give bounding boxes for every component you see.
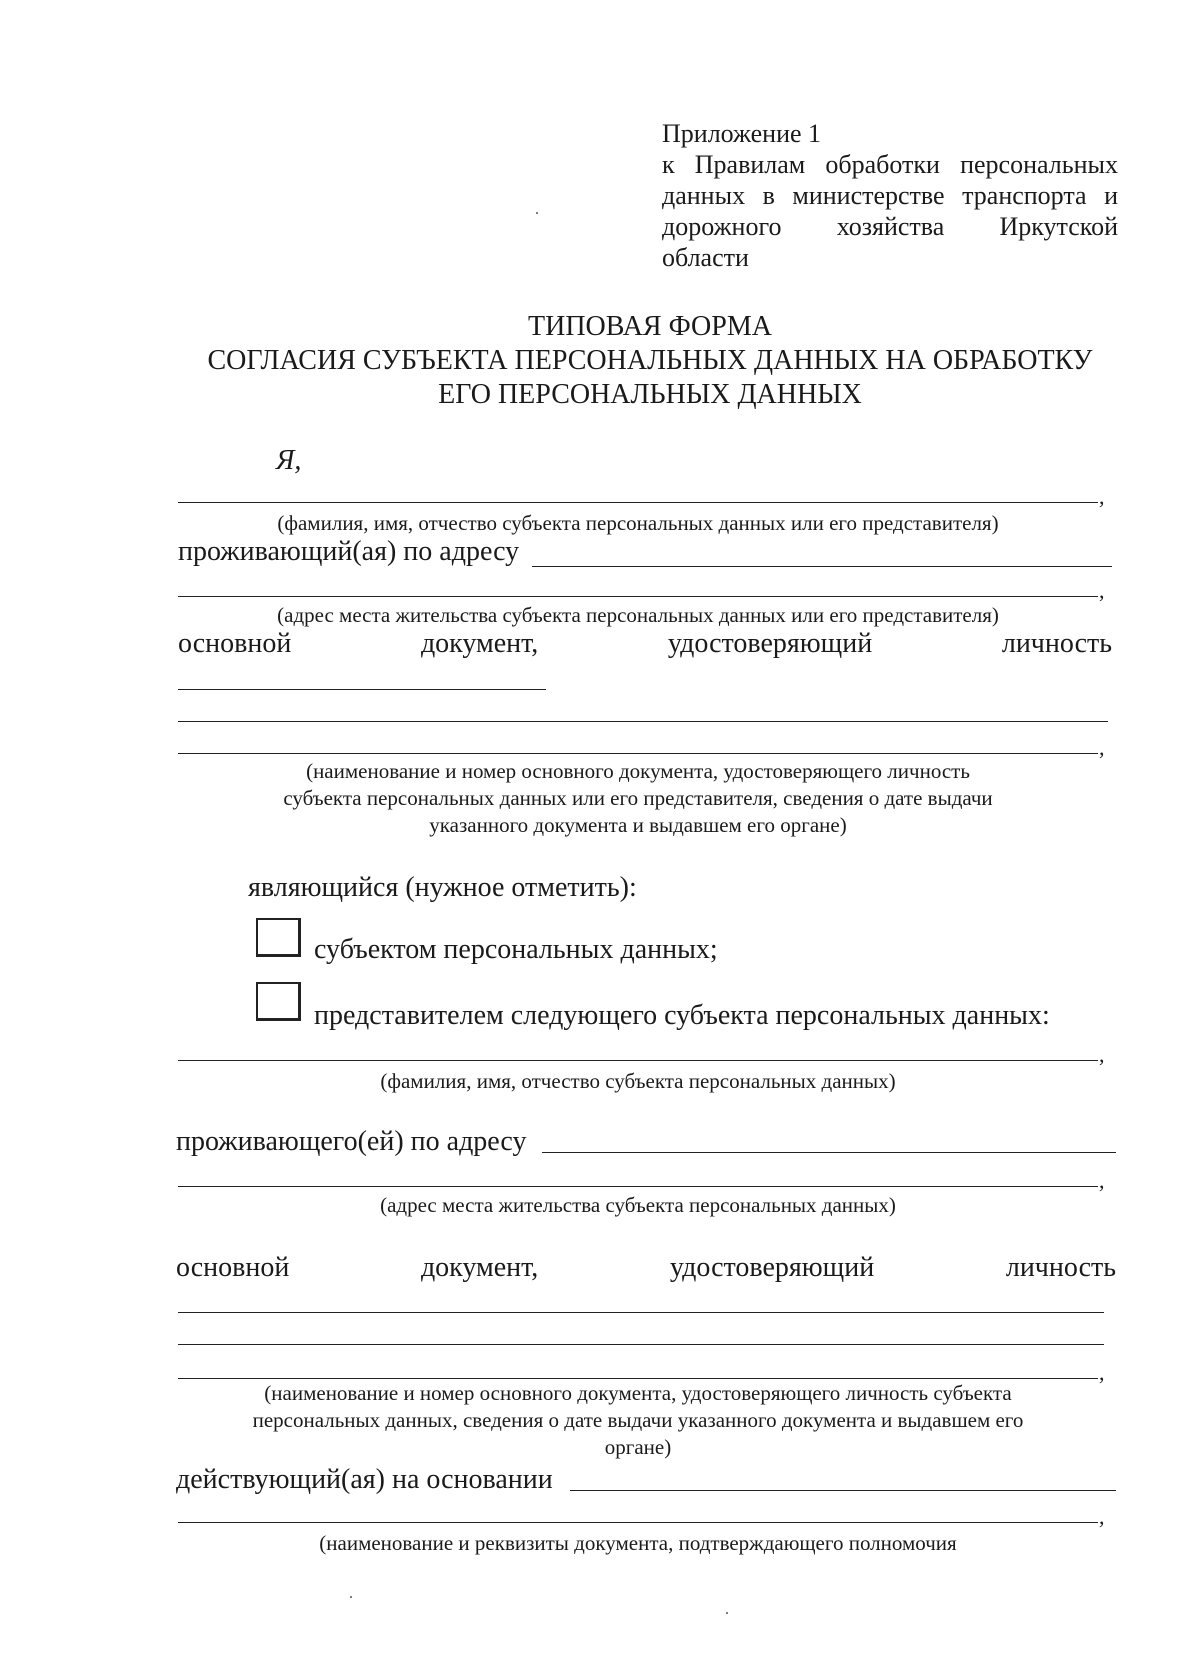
title-line-2: СОГЛАСИЯ СУБЪЕКТА ПЕРСОНАЛЬНЫХ ДАННЫХ НА ОБРАБОТКУ — [207, 345, 1093, 376]
authority-input-line-2[interactable] — [178, 1522, 1098, 1523]
being-label: являющийся (нужное отметить): — [248, 872, 637, 903]
doc-word-2: документ, — [420, 628, 539, 659]
caption-subject-doc-line-1: (наименование и номер основного документа, удостоверяющего личность субъекта — [264, 1381, 1012, 1405]
representative-checkbox[interactable] — [256, 982, 301, 1021]
annex-line-3: данных в министерстве транспорта и — [662, 181, 1118, 210]
doc-word-1: основной — [178, 628, 292, 659]
caption-subject-doc-line-2: персональных данных, сведения о дате выдачи указанного документа и выдавшем его — [252, 1408, 1024, 1432]
address-input-line-1[interactable] — [532, 566, 1112, 567]
annex-line-1: Приложение 1 — [662, 119, 822, 148]
subject-doc-identity-row — [176, 1252, 1116, 1284]
caption-doc-line-2: субъекта персональных данных или его представителя, сведения о дате выдачи — [283, 786, 993, 810]
doc-input-line-3[interactable] — [178, 753, 1098, 754]
caption-subject-fio: (фамилия, имя, отчество субъекта персональных данных) — [380, 1069, 896, 1093]
doc-input-line-1[interactable] — [178, 689, 546, 690]
subject-doc-input-line-3[interactable] — [178, 1378, 1098, 1379]
comma: , — [1099, 484, 1105, 509]
annex-line-2: к Правилам обработки персональных — [662, 150, 1118, 179]
comma: , — [1099, 1168, 1105, 1193]
document-title — [120, 310, 1180, 412]
comma: , — [1099, 735, 1105, 760]
speck — [536, 212, 538, 214]
caption-subject-doc — [178, 1380, 1098, 1461]
doc-identity-row — [178, 628, 1112, 660]
authority-input-line-1[interactable] — [570, 1490, 1116, 1491]
caption-address: (адрес места жительства субъекта персональных данных или его представителя) — [277, 603, 999, 627]
comma: , — [1099, 578, 1105, 603]
comma: , — [1099, 1042, 1105, 1067]
doc-word-4: личность — [1001, 628, 1112, 659]
subject-checkbox[interactable] — [256, 918, 301, 957]
title-line-1: ТИПОВАЯ ФОРМА — [528, 311, 772, 342]
subject-doc-word-1: основной — [176, 1252, 290, 1283]
subject-residing-label: проживающего(ей) по адресу — [176, 1126, 527, 1157]
comma: , — [1099, 1360, 1105, 1385]
subject-doc-word-4: личность — [1005, 1252, 1116, 1283]
acting-label: действующий(ая) на основании — [176, 1464, 553, 1495]
caption-doc — [178, 758, 1098, 839]
address-input-line-2[interactable] — [178, 596, 1098, 597]
caption-authority: (наименование и реквизиты документа, подтверждающего полномочия — [319, 1531, 957, 1555]
ya-label: Я, — [276, 445, 302, 476]
title-line-3: ЕГО ПЕРСОНАЛЬНЫХ ДАННЫХ — [438, 379, 862, 410]
caption-subject-doc-line-3: органе) — [604, 1435, 672, 1459]
option-representative-label: представителем следующего субъекта персональных данных: — [314, 1000, 1050, 1031]
subject-address-input-line-2[interactable] — [178, 1186, 1098, 1187]
annex-line-4: дорожного хозяйства Иркутской — [662, 212, 1118, 241]
subject-doc-input-line-2[interactable] — [178, 1344, 1104, 1345]
subject-doc-input-line-1[interactable] — [178, 1312, 1104, 1313]
fio-input-line[interactable] — [178, 502, 1098, 503]
doc-word-3: удостоверяющий — [667, 628, 873, 659]
annex-header — [662, 118, 1118, 273]
speck — [350, 1596, 352, 1598]
annex-line-5: области — [662, 243, 749, 272]
residing-label: проживающий(ая) по адресу — [178, 536, 520, 567]
subject-fio-input-line[interactable] — [178, 1060, 1098, 1061]
caption-doc-line-1: (наименование и номер основного документа, удостоверяющего личность — [306, 759, 970, 783]
doc-input-line-2[interactable] — [178, 721, 1108, 722]
speck — [726, 1612, 728, 1614]
caption-doc-line-3: указанного документа и выдавшем его органе) — [429, 813, 847, 837]
subject-doc-word-3: удостоверяющий — [669, 1252, 875, 1283]
comma: , — [1099, 1504, 1105, 1529]
subject-doc-word-2: документ, — [420, 1252, 539, 1283]
subject-address-input-line-1[interactable] — [542, 1152, 1116, 1153]
caption-fio: (фамилия, имя, отчество субъекта персональных данных или его представителя) — [277, 511, 999, 535]
caption-subject-address: (адрес места жительства субъекта персональных данных) — [380, 1193, 896, 1217]
option-subject-label: субъектом персональных данных; — [314, 934, 718, 965]
